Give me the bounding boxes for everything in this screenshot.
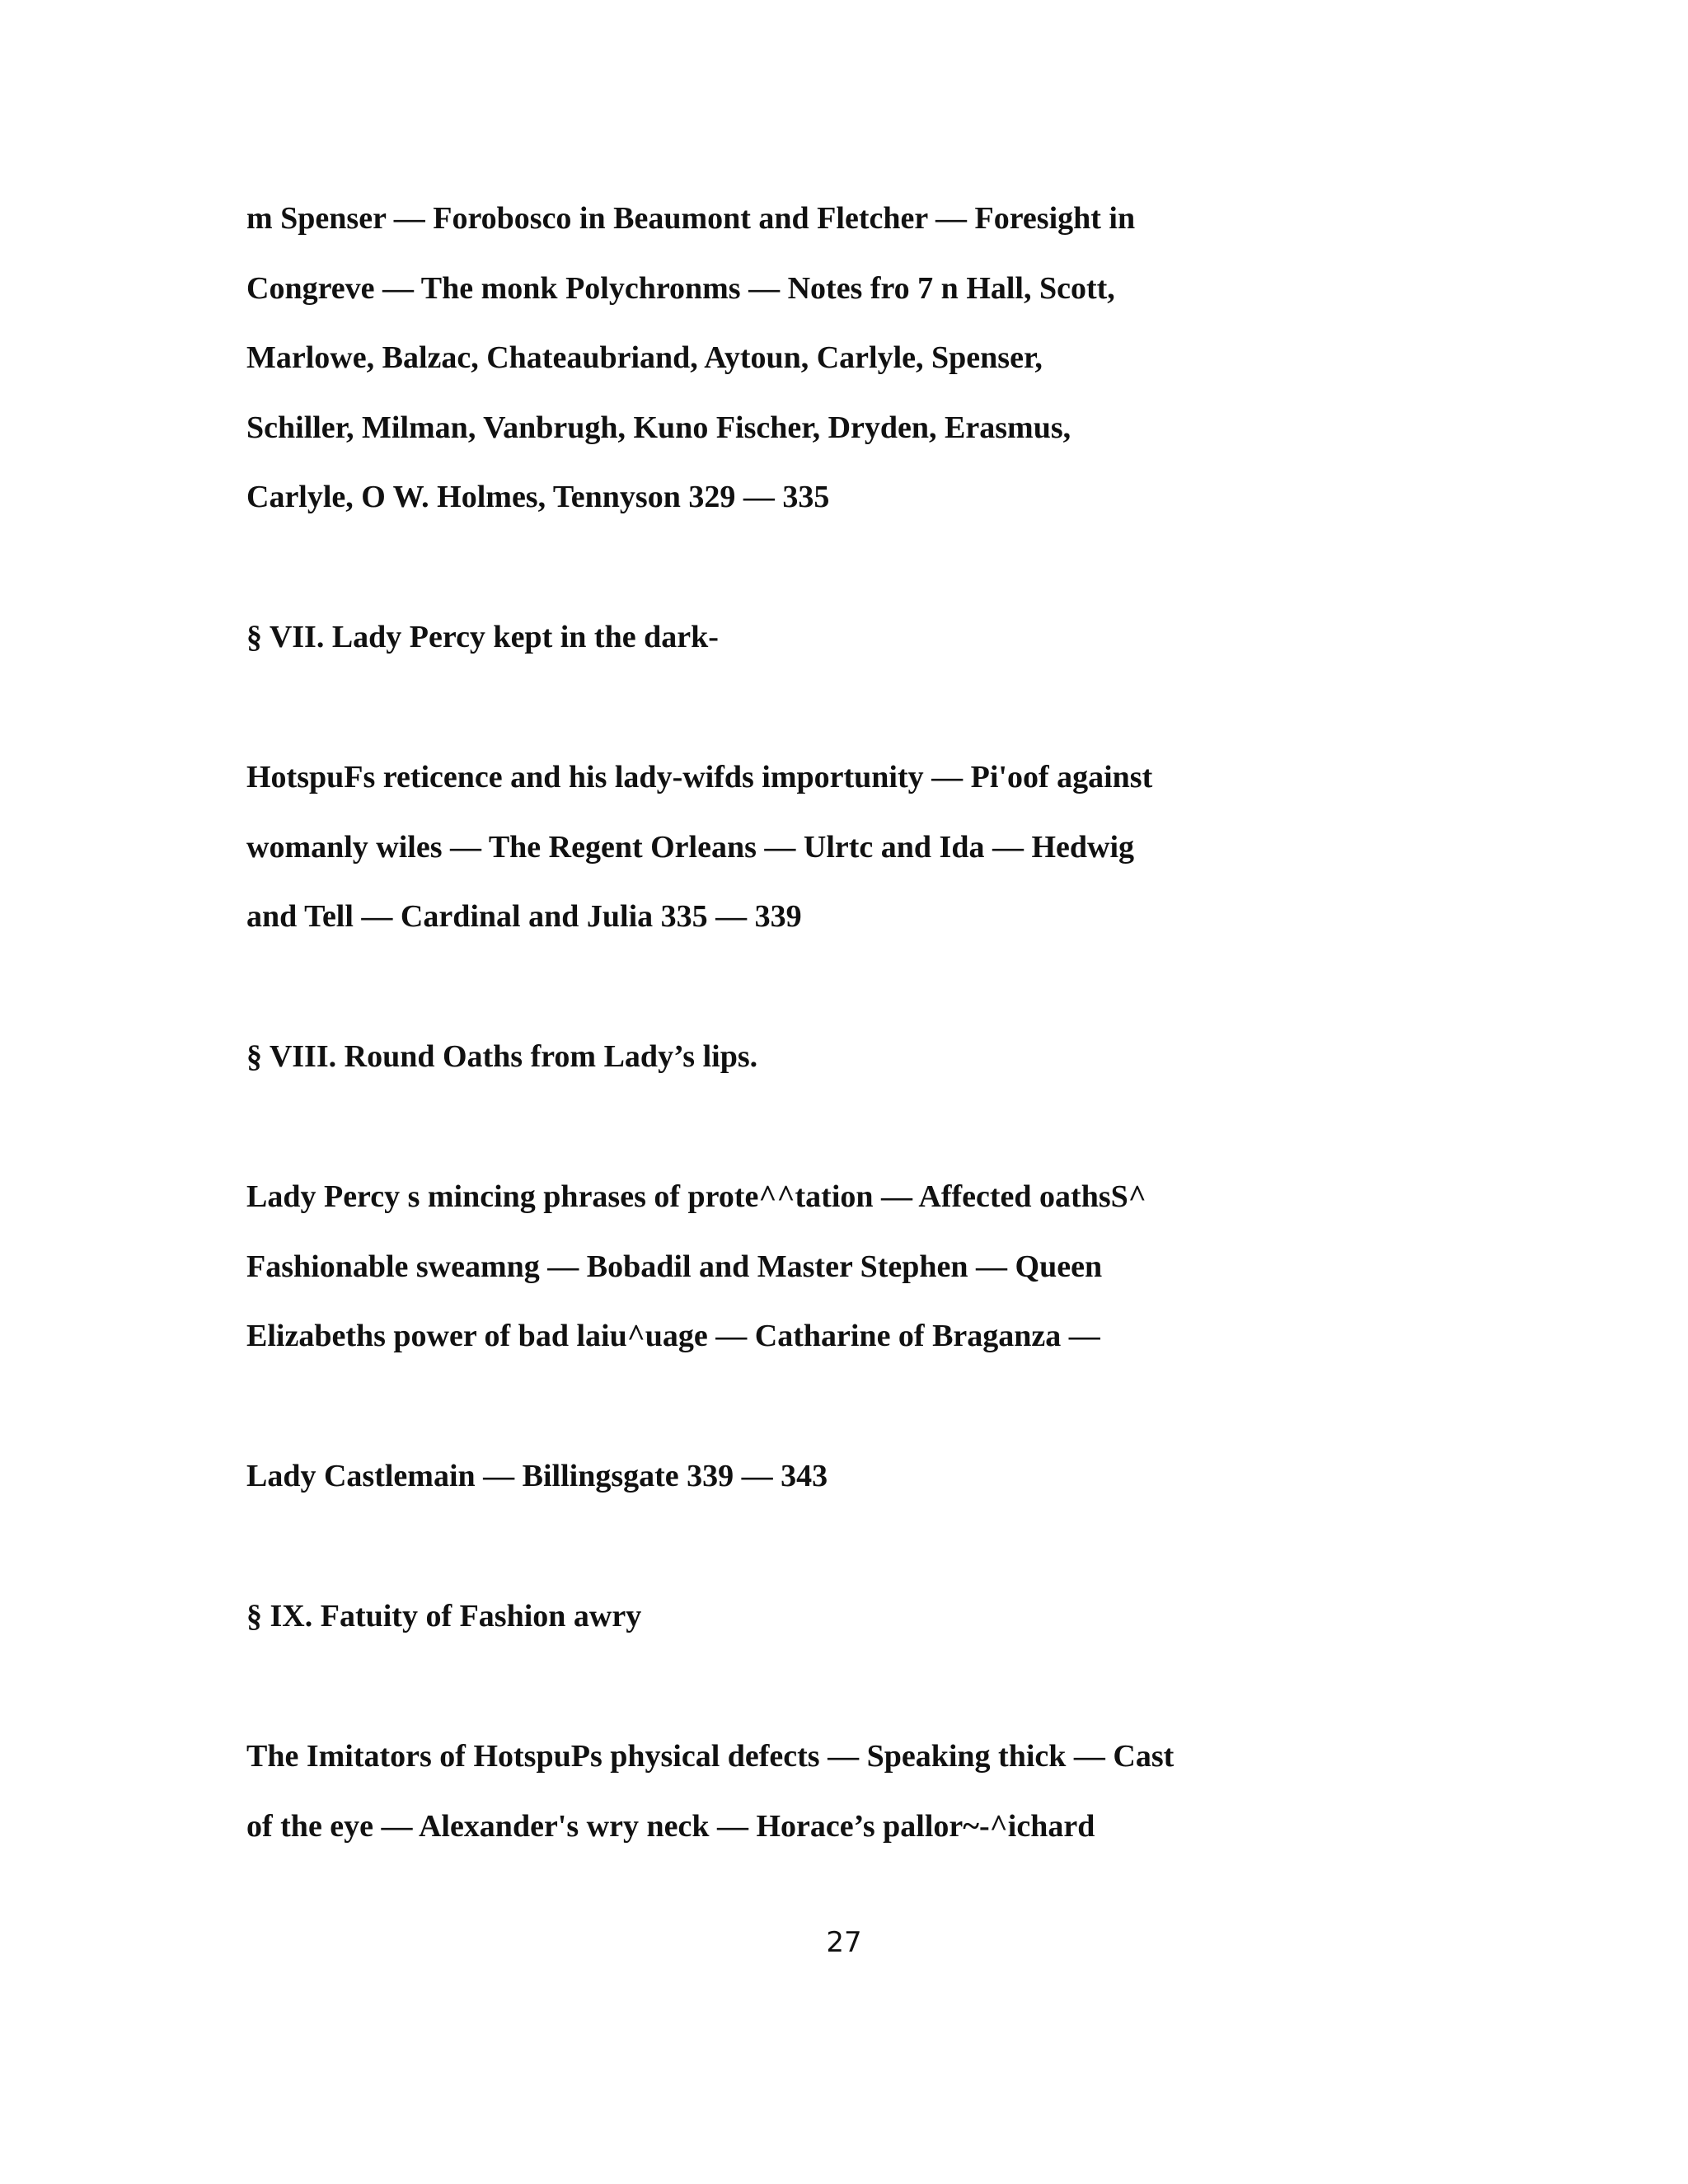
page-number: 27 xyxy=(826,1926,862,1959)
section-heading: § VII. Lady Percy kept in the dark- xyxy=(246,620,719,654)
section-heading: § IX. Fatuity of Fashion awry xyxy=(246,1599,642,1633)
text-line: Lady Percy s mincing phrases of prote^^tation — Affected oathsS^ xyxy=(246,1179,1146,1214)
text-line: Elizabeths power of bad laiu^uage — Catharine of Braganza — xyxy=(246,1319,1100,1353)
text-line: Marlowe, Balzac, Chateaubriand, Aytoun, Carlyle, Spenser, xyxy=(246,340,1043,375)
text-line: HotspuFs reticence and his lady-wifds importunity — Pi'oof against xyxy=(246,760,1153,794)
text-line: The Imitators of HotspuPs physical defects — Speaking thick — Cast xyxy=(246,1739,1175,1774)
text-line: Congreve — The monk Polychronms — Notes fro 7 n Hall, Scott, xyxy=(246,271,1115,306)
text-line: and Tell — Cardinal and Julia 335 — 339 xyxy=(246,899,802,934)
text-line: Lady Castlemain — Billingsgate 339 — 343 xyxy=(246,1459,828,1493)
text-line: womanly wiles — The Regent Orleans — Ulrtc and Ida — Hedwig xyxy=(246,830,1135,865)
text-line: of the eye — Alexander's wry neck — Horace’s pallor~-^ichard xyxy=(246,1809,1095,1844)
text-line: Carlyle, O W. Holmes, Tennyson 329 — 335 xyxy=(246,480,830,514)
section-heading: § VIII. Round Oaths from Lady’s lips. xyxy=(246,1039,758,1074)
text-line: m Spenser — Forobosco in Beaumont and Fletcher — Foresight in xyxy=(246,201,1136,236)
text-line: Fashionable sweamng — Bobadil and Master Stephen — Queen xyxy=(246,1249,1103,1284)
text-line: Schiller, Milman, Vanbrugh, Kuno Fischer, Dryden, Erasmus, xyxy=(246,410,1071,445)
